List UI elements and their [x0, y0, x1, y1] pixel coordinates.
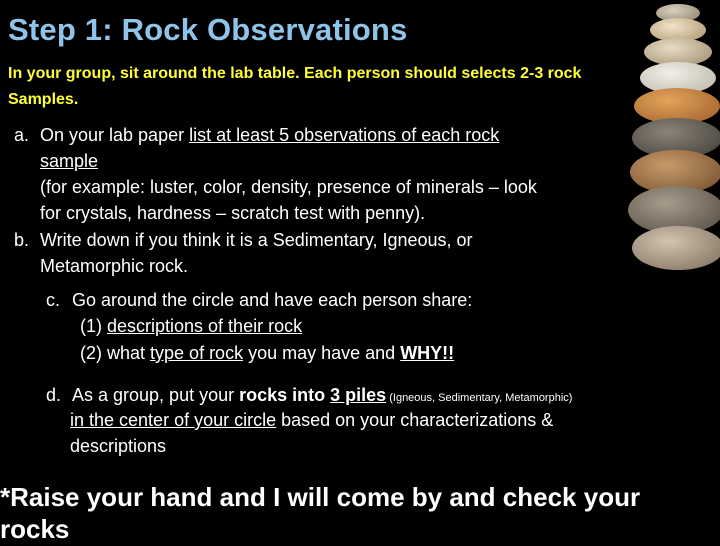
item-c-line-2 [80, 313, 302, 339]
item-b-marker: b. [14, 230, 30, 250]
item-c-type-of-rock: type of rock [150, 343, 244, 363]
item-d-text: As a group, put your [72, 385, 240, 405]
item-b-line-1 [40, 227, 473, 253]
item-c-descriptions: descriptions of their rock [107, 316, 303, 336]
item-c-why: WHY!! [400, 343, 455, 363]
item-c-num-2: (2) what [80, 343, 151, 363]
item-c-num-1: (1) [80, 316, 107, 336]
item-d-based-on: based on your characterizations & [276, 410, 554, 430]
item-c-text: you may have and [243, 343, 401, 363]
intro-line-2: Samples. [8, 91, 79, 108]
item-c-line-1: Go around the circle and have each person share: [72, 290, 473, 310]
item-a-emphasis: list at least 5 observations of each rock [189, 125, 500, 145]
item-a-marker: a. [14, 125, 30, 145]
item-d-center: in the center of your circle [70, 410, 277, 430]
closing-line-2: rocks [0, 514, 70, 544]
item-a-line-1 [40, 122, 499, 148]
intro-line-1: In your group, sit around the lab table. Each person should selects 2-3 rock [8, 65, 582, 82]
item-c-line-3 [80, 340, 454, 366]
item-d-line-2 [70, 407, 553, 433]
item-a-line-3: (for example: luster, color, density, presence of minerals – look [40, 177, 537, 197]
item-a-text: On your lab paper [40, 125, 190, 145]
item-b-text: Write down if you think it is a [40, 230, 273, 250]
item-a-line-2: sample [40, 151, 99, 171]
item-c-marker: c. [46, 290, 61, 310]
item-b-line-2: Metamorphic rock. [40, 256, 189, 276]
item-b-sedimentary: Sedimentary, [272, 230, 378, 250]
item-a-line-4: for crystals, hardness – scratch test with penny). [40, 203, 426, 223]
item-d-three-piles: 3 piles [330, 385, 387, 405]
item-d-line-3: descriptions [70, 436, 167, 456]
slide-title: Step 1: Rock Observations [8, 12, 408, 47]
rock-stack-image [628, 0, 720, 300]
item-d-rock-types: (Igneous, Sedimentary, Metamorphic) [386, 392, 573, 404]
item-d-marker: d. [46, 385, 62, 405]
item-b-igneous: Igneous, or [377, 230, 473, 250]
item-d-rocks-into: rocks into [239, 385, 331, 405]
closing-line-1: *Raise your hand and I will come by and check your [0, 482, 641, 512]
